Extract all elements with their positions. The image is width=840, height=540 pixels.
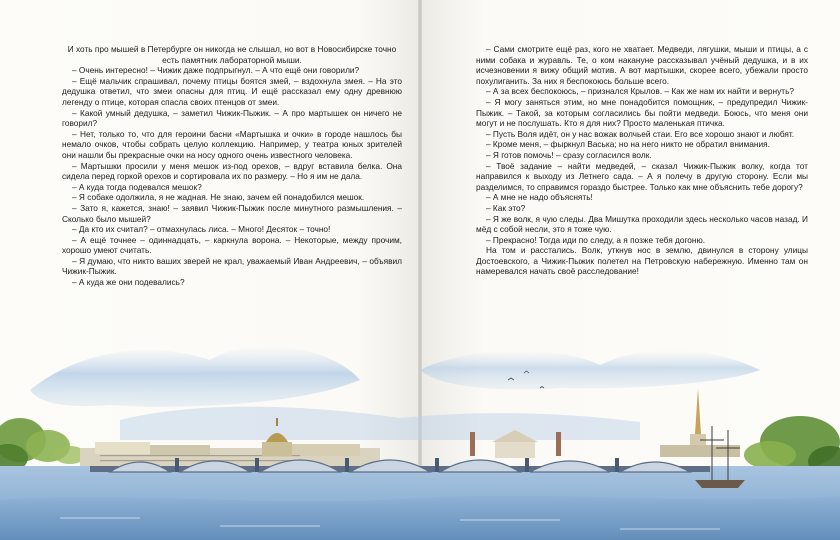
left-page-text xyxy=(62,44,402,288)
paragraph: – Кроме меня, – фыркнул Васька; но на него никто не обратил внимания. xyxy=(486,139,770,150)
right-page-text xyxy=(476,44,808,277)
paragraph: – А куда же они подевались? xyxy=(72,277,185,288)
paragraph: – Я могу заняться этим, но мне понадобится помощник, – предупредил Чижик-Пыжик. – Такой, за которым согласились бы пойти медведи. Боюсь, что меня они могут и не послушать. Кто я для них? Просто маленькая птичка. xyxy=(476,96,808,129)
paragraph: – Я думаю, что никто ваших зверей не крал, уважаемый Иван Андреевич, – объявил Чижик-Пыжик. xyxy=(62,255,402,277)
river xyxy=(0,466,840,540)
paragraph: На том и расстались. Волк, уткнув нос в землю, двинулся в сторону улицы Достоевского, а Чижик-Пыжик полетел на Петровскую набережную. Именно там он намеревался начать своё расследование! xyxy=(476,245,808,277)
paragraph: – Я же волк, я чую следы. Два Мишутка проходили здесь несколько часов назад. И мёд с собой несли, это я тоже чую. xyxy=(476,213,808,235)
left-trees xyxy=(0,418,86,472)
paragraph: – А за всех беспокоюсь, – признался Крылов. – Как же нам их найти и вернуть? xyxy=(486,86,795,97)
paragraph: – Мартышки просили у меня мешок из-под орехов, – вдруг вставила белка. Она сидела перед горкой орехов и сортировала их по размеру. – Но я им не дала. xyxy=(62,160,402,182)
paragraph: – Я готов помочь! – сразу согласился волк. xyxy=(486,149,652,160)
city-panorama-illustration xyxy=(0,330,840,540)
paragraph: – Ещё мальчик спрашивал, почему птицы боятся змей, – вздохнула змея. – На это дедушка ответил, что змеи опасны для птиц. И ещё рассказал ему одну древнюю легенду о птице, которая спасла своих птенцов от змеи. xyxy=(62,75,402,107)
paragraph: – Зато я, кажется, знаю! – заявил Чижик-Пыжик после минутного размышления. – Сколько было мышей? xyxy=(62,202,402,224)
paragraph: – Да кто их считал? – отмахнулась лиса. – Много! Десяток – точно! xyxy=(72,224,331,235)
paragraph: – Прекрасно! Тогда иди по следу, а я позже тебя догоню. xyxy=(486,234,706,245)
paragraph: – Пусть Воля идёт, он у нас вожак волчьей стаи. Его все хорошо знают и любят. xyxy=(486,128,795,139)
paragraph: И хоть про мышей в Петербурге он никогда не слышал, но вот в Новосибирске точно есть памятник лабораторной мыши. xyxy=(67,44,397,65)
paragraph: – Очень интересно! – Чижик даже подпрыгнул. – А что ещё они говорили? xyxy=(72,65,360,76)
sky-wash xyxy=(30,346,760,440)
paragraph: – Нет, только то, что для героини басни «Мартышка и очки» в городе нашлось бы немало очков, чтобы собрать целую коллекцию. Например, у театра юных зрителей они нашли бы прекрасные очки на носу одного очень известного человека. xyxy=(62,128,402,160)
paragraph: – Твоё задание – найти медведей, – сказал Чижик-Пыжик волку, когда тот направился к выходу из Летнего сада. – А я полечу в другую сторону. Если мы разделимся, то справимся гораздо быстрее. Только как мне объяснить тебе дорогу? xyxy=(476,160,808,192)
paragraph: – А куда тогда подевался мешок? xyxy=(72,181,202,192)
paragraph: – А мне не надо объяснять! xyxy=(486,192,593,203)
paragraph: – Какой умный дедушка, – заметил Чижик-Пыжик. – А про мартышек он ничего не говорил? xyxy=(62,107,402,129)
paragraph: – Как это? xyxy=(486,202,526,213)
paragraph: – Я собаке одолжила, я не жадная. Не знаю, зачем ей понадобился мешок. xyxy=(72,192,365,203)
paragraph: – А ещё точнее – одиннадцать, – каркнула ворона. – Некоторые, между прочим, хорошо умеют считать. xyxy=(62,234,402,256)
paragraph: – Сами смотрите ещё раз, кого не хватает. Медведи, лягушки, мыши и птицы, а с ними собака и журавль. Те, о ком накануне рассказывал учёный дедушка, и в их исчезновении я вижу общий мотив. А вот мартышки, скорее всего, убежали просто похулиганить. За них я беспокоюсь больше всего. xyxy=(476,44,808,86)
